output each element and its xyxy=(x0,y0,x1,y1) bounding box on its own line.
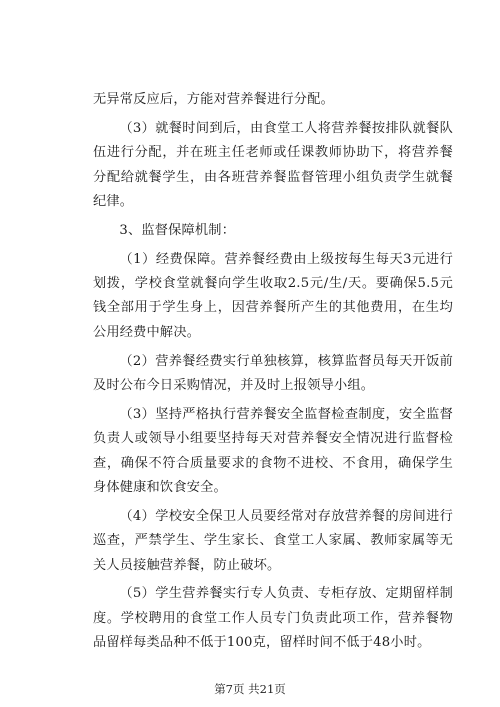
section-heading-supervision: 3、监督保障机制： xyxy=(119,222,236,238)
paragraph-funding-guarantee: （1）经费保障。营养餐经费由上级按每生每天3元进行划拨，学校食堂就餐向学生收取2.5元/生/天。要确保5.5元钱全部用于学生身上，因营养餐所产生的其他费用，在生均公用经费中解决。 xyxy=(93,251,453,340)
document-body xyxy=(93,88,453,660)
page-number-footer: 第7页 共21页 xyxy=(214,682,286,696)
paragraph-serving-distribution: （3）就餐时间到后，由食堂工人将营养餐按排队就餐队伍进行分配，并在班主任老师或任课教师协助下，将营养餐分配给就餐学生，由各班营养餐监督管理小组负责学生就餐纪律。 xyxy=(93,120,453,210)
paragraph-sample-retention: （5）学生营养餐实行专人负责、专柜存放、定期留样制度。学校聘用的食堂工作人员专门负责此项工作，营养餐物品留样每类品种不低于100克，留样时间不低于48小时。 xyxy=(93,586,453,651)
paragraph-continuation: 无异常反应后，方能对营养餐进行分配。 xyxy=(93,92,334,107)
paragraph-safety-inspection: （3）坚持严格执行营养餐安全监督检查制度，安全监督负责人或领导小组要坚持每天对营养餐安全情况进行监督检查，确保不符合质量要求的食物不进校、不食用，确保学生身体健康和饮食安全。 xyxy=(93,406,453,496)
paragraph-security-patrol: （4）学校安全保卫人员要经常对存放营养餐的房间进行巡查，严禁学生、学生家长、食堂工人家属、教师家属等无关人员接触营养餐，防止破坏。 xyxy=(93,508,453,573)
paragraph-separate-accounting: （2）营养餐经费实行单独核算，核算监督员每天开饭前及时公布今日采购情况，并及时上报领导小组。 xyxy=(93,353,453,394)
